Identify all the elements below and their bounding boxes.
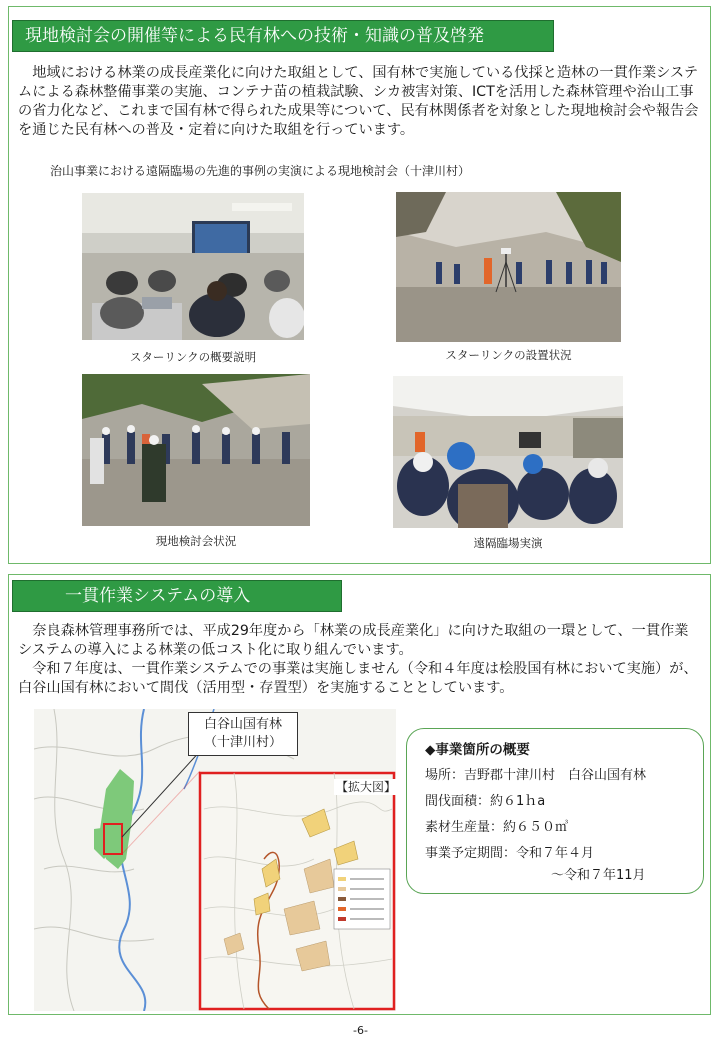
photo-caption-2: スターリンクの設置状況 xyxy=(445,348,572,362)
photo-caption-1: スターリンクの概要説明 xyxy=(129,350,257,364)
forest-location-village: （十津川村） xyxy=(203,735,282,750)
photo-group-caption: 治山事業における遠隔臨場の先進的事例の実演による現地検討会（十津川村） xyxy=(50,164,471,178)
project-period-end: ～令和７年11月 xyxy=(551,868,646,883)
project-thinning-area: 間伐面積：約６1ｈa xyxy=(425,794,546,809)
project-summary-box xyxy=(406,728,704,894)
outreach-body-text: 地域における林業の成長産業化に向けた取組として、国有林で実施している伐採と造林の一貫作業システムによる森林整備事業の実施、コンテナ苗の植栽試験、シカ被害対策、ICTを活用した森林管理や治山工事の省力化など、これまで国有林で得られた成果等について、民有林関係者を対象とした現地検討会や報告会を通じた民有林への普及・定着に向けた取組を行っています。 xyxy=(18,65,699,138)
project-location: 場所：吉野郡十津川村 白谷山国有林 xyxy=(425,768,647,783)
project-period-start: 事業予定期間：令和７年４月 xyxy=(425,846,595,861)
forest-location-name: 白谷山国有林 xyxy=(203,717,282,732)
photo-caption-3: 現地検討会状況 xyxy=(155,534,237,548)
section-title-integrated-system: 一貫作業システムの導入 xyxy=(12,580,342,612)
integrated-system-body-2: 令和７年度は、一貫作業システムでの事業は実施しません（令和４年度は桧股国有林において実施）が、白谷山国有林において間伐（活用型・存置型）を実施することとしています。 xyxy=(18,661,698,696)
section-title-outreach: 現地検討会の開催等による民有林への技術・知識の普及啓発 xyxy=(12,20,554,52)
photo-starlink-installation xyxy=(396,192,621,342)
photo-field-meeting xyxy=(82,374,310,526)
photo-remote-demo xyxy=(393,376,623,528)
page-number: -6- xyxy=(353,1024,368,1037)
photo-caption-4: 遠隔臨場実演 xyxy=(473,536,543,550)
project-summary-title: ◆事業箇所の概要 xyxy=(425,742,530,758)
photo-starlink-overview xyxy=(82,193,304,340)
enlarged-map-label: 【拡大図】 xyxy=(336,780,397,794)
integrated-system-body-1: 奈良森林管理事務所では、平成29年度から「林業の成長産業化」に向けた取組の一環として、一貫作業システムの導入による林業の低コスト化に取り組んでいます。 xyxy=(18,623,689,658)
project-timber-volume: 素材生産量：約６５０㎥ xyxy=(425,820,569,835)
forest-location-label xyxy=(188,712,298,756)
